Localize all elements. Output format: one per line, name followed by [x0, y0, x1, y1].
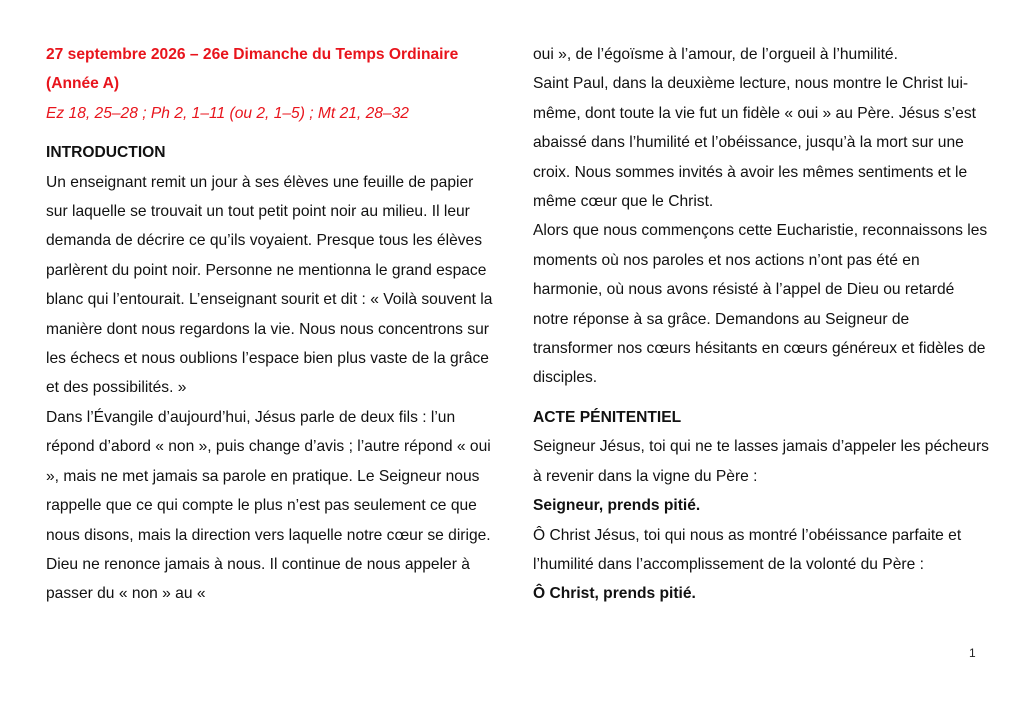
page-title: 27 septembre 2026 – 26e Dimanche du Temps Ordinaire (Année A): [46, 46, 459, 93]
penitential-heading: ACTE PÉNITENTIEL: [533, 408, 682, 426]
readings-reference: Ez 18, 25–28 ; Ph 2, 1–11 (ou 2, 1–5) ; Mt 21, 28–32: [46, 104, 409, 122]
introduction-paragraph-1: Un enseignant remit un jour à ses élèves une feuille de papier sur laquelle se trouvait un tout petit point noir au milieu. Il leur demanda de décrire ce qu’ils voyaient. Presque tous les élèves parlèrent du point noir. Personne ne mentionna le grand espace blanc qui l’entourait. L’enseignant sourit et dit : « Voilà souvent la manière dont nous regardons la vie. Nous nous concentrons sur les échecs et nous oublions l’espace bien plus vaste de la grâce et des possibilités. »: [46, 173, 493, 397]
introduction-heading: INTRODUCTION: [46, 144, 166, 162]
penitential-invocation-1: Seigneur Jésus, toi qui ne te lasses jamais d’appeler les pécheurs à revenir dans la vigne du Père :: [533, 438, 989, 485]
introduction-paragraph-3: Saint Paul, dans la deuxième lecture, nous montre le Christ lui-même, dont toute la vie fut un fidèle « oui » au Père. Jésus s’est abaissé dans l’humilité et l’obéissance, jusqu’à la mort sur une croix. Nous sommes invités à avoir les mêmes sentiments et le même cœur que le Christ.: [533, 75, 976, 211]
introduction-paragraph-2-continued: [533, 40, 993, 69]
penitential-invocation-2: Ô Christ Jésus, toi qui nous as montré l’obéissance parfaite et l’humilité dans l’accomplissement de la volonté du Père :: [533, 526, 962, 573]
introduction-paragraph-4: Alors que nous commençons cette Eucharistie, reconnaissons les moments où nos paroles et nos actions n’ont pas été en harmonie, où nous avons résisté à l’appel de Dieu ou retardé notre réponse à sa grâce. Demandons au Seigneur de transformer nos cœurs hésitants en cœurs généreux et fidèles de disciples.: [533, 222, 988, 387]
right-column: [533, 40, 993, 609]
left-column: [46, 40, 498, 609]
paragraph-2-tail: oui », de l’égoïsme à l’amour, de l’orgueil à l’humilité.: [533, 46, 898, 63]
introduction-paragraph-2: Dans l’Évangile d’aujourd’hui, Jésus parle de deux fils : l’un répond d’abord « non », puis change d’avis ; l’autre répond « oui », mais ne met jamais sa parole en pratique. Le Seigneur nous rappelle que ce qui compte le plus n’est pas seulement ce que nous disons, mais la direction vers laquelle notre cœur se dirige. Dieu ne renonce jamais à nous. Il continue de nous appeler à passer du « non » au «: [46, 408, 491, 603]
penitential-response-1: Seigneur, prends pitié.: [533, 497, 701, 515]
page-number: 1: [969, 646, 976, 660]
penitential-response-2: Ô Christ, prends pitié.: [533, 585, 696, 603]
